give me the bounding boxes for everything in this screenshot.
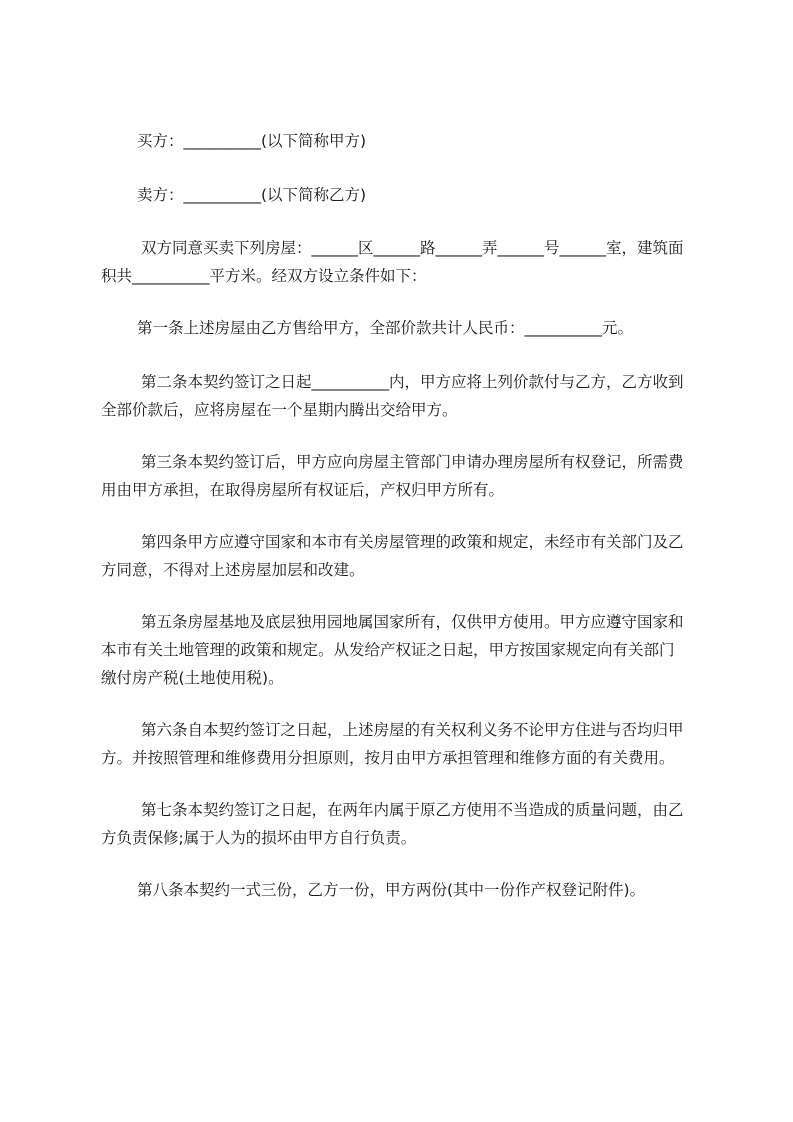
clause-4-line-1: 第四条甲方应遵守国家和本市有关房屋管理的政策和规定，未经市有关部门及乙: [141, 533, 684, 551]
clause-4-line-2: 方同意，不得对上述房屋加层和改建。: [101, 561, 365, 579]
clause-5-line-2: 本市有关土地管理的政策和规定。从发给产权证之日起，甲方按国家规定向有关部门: [101, 641, 675, 659]
seller-line: 卖方：__________(以下简称乙方): [137, 186, 367, 204]
clause-2-line-1: 第二条本契约签订之日起__________内，甲方应将上列价款付与乙方，乙方收到: [141, 373, 684, 391]
clause-1: 第一条上述房屋由乙方售给甲方，全部价款共计人民币：__________元。: [137, 319, 634, 337]
clause-7-line-2: 方负责保修;属于人为的损坏由甲方自行负责。: [101, 829, 417, 847]
clause-2-line-2: 全部价款后，应将房屋在一个星期内腾出交给甲方。: [101, 401, 458, 419]
property-line-2: 积共__________平方米。经双方设立条件如下：: [101, 267, 427, 285]
clause-7-line-1: 第七条本契约签订之日起，在两年内属于原乙方使用不当造成的质量问题，由乙: [141, 801, 684, 819]
buyer-line: 买方：__________(以下简称甲方): [137, 132, 367, 150]
clause-8: 第八条本契约一式三份，乙方一份，甲方两份(其中一份作产权登记附件)。: [137, 881, 646, 899]
clause-5-line-1: 第五条房屋基地及底层独用园地属国家所有，仅供甲方使用。甲方应遵守国家和: [141, 613, 684, 631]
clause-6-line-1: 第六条自本契约签订之日起，上述房屋的有关权利义务不论甲方住进与否均归甲: [141, 721, 684, 739]
clause-3-line-1: 第三条本契约签订后，甲方应向房屋主管部门申请办理房屋所有权登记，所需费: [141, 453, 684, 471]
clause-6-line-2: 方。并按照管理和维修费用分担原则，按月由甲方承担管理和维修方面的有关费用。: [101, 749, 675, 767]
clause-5-line-3: 缴付房产税(土地使用税)。: [101, 669, 284, 687]
property-line-1: 双方同意买卖下列房屋：______区______路______弄______号______室，建筑面: [141, 239, 684, 257]
clause-3-line-2: 用由甲方承担，在取得房屋所有权证后，产权归甲方所有。: [101, 481, 505, 499]
